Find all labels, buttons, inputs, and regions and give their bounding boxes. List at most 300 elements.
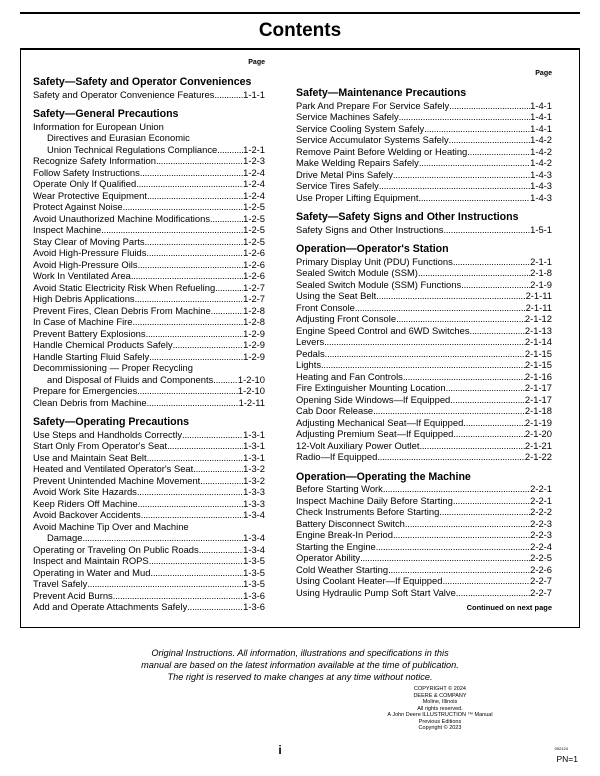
entry-page: 2-1-1 <box>530 255 552 267</box>
toc-entry[interactable] <box>33 498 265 510</box>
dot-leader <box>82 532 243 544</box>
continued-note: Continued on next page <box>466 603 552 612</box>
notice-line: The right is reserved to make changes at any time without notice. <box>167 672 433 682</box>
toc-entry[interactable] <box>296 575 552 587</box>
entry-title: Prevent Unintended Machine Movement <box>33 474 201 486</box>
entry-title: Avoid Static Electricity Risk When Refueling <box>33 281 216 293</box>
entry-page: 2-1-11 <box>525 301 552 313</box>
entry-title: Engine Speed Control and 6WD Switches <box>296 324 470 336</box>
toc-entry[interactable] <box>33 452 265 464</box>
entry-title: Service Machines Safely <box>296 111 399 122</box>
entry-page: 1-5-1 <box>530 223 552 235</box>
entry-title: Using Hydraulic Pump Soft Start Valve <box>296 586 456 598</box>
toc-entry[interactable] <box>33 429 265 441</box>
toc-entry[interactable] <box>33 132 265 144</box>
toc-entry[interactable] <box>33 270 265 282</box>
toc-entry[interactable] <box>33 282 265 294</box>
toc-entry[interactable] <box>33 486 265 498</box>
toc-entry[interactable] <box>296 224 552 236</box>
dot-leader <box>193 463 243 475</box>
dot-leader <box>141 509 243 521</box>
entry-title: Service Accumulator Systems Safely <box>296 134 449 145</box>
copyright-line: Previous Editions <box>418 718 462 725</box>
toc-entry[interactable] <box>33 213 265 225</box>
page-column-label: Page <box>535 70 552 77</box>
toc-entry[interactable] <box>296 382 552 394</box>
dot-leader <box>87 578 243 590</box>
toc-entry[interactable] <box>33 201 265 213</box>
entry-title: Levers <box>296 336 325 347</box>
entry-title: Heating and Fan Controls <box>296 370 403 382</box>
toc-entry[interactable] <box>33 463 265 475</box>
page-column-label: Page <box>248 59 265 66</box>
entry-page: 1-3-4 <box>243 509 265 520</box>
dot-leader <box>146 328 244 340</box>
dot-leader <box>147 397 239 409</box>
entry-page: 2-1-16 <box>524 370 552 382</box>
toc-entry[interactable] <box>33 509 265 521</box>
copyright-line: COPYRIGHT © 2024 <box>414 686 466 692</box>
entry-title: Adjusting Mechanical Seat—If Equipped <box>296 416 464 428</box>
toc-entry[interactable] <box>33 144 265 156</box>
entry-page: 1-3-4 <box>243 543 265 555</box>
toc-entry[interactable] <box>296 483 552 495</box>
dot-leader <box>467 146 530 158</box>
toc-entry[interactable] <box>33 590 265 602</box>
entry-page: 1-3-6 <box>243 589 265 601</box>
entry-page: 2-2-7 <box>530 575 552 586</box>
entry-title: Starting the Engine <box>296 540 376 552</box>
dot-leader <box>200 475 243 487</box>
toc-entry[interactable] <box>33 178 265 190</box>
entry-page: 2-2-1 <box>530 483 552 494</box>
entry-title: In Case of Machine Fire <box>33 316 133 327</box>
entry-page: 1-3-5 <box>243 566 265 578</box>
entry-title: Prepare for Emergencies <box>33 385 138 396</box>
toc-entry[interactable] <box>33 121 265 133</box>
toc-entry[interactable] <box>33 247 265 259</box>
toc-entry[interactable] <box>33 167 265 179</box>
entry-title: Safety Signs and Other Instructions <box>296 223 444 235</box>
entry-page: 2-1-8 <box>530 267 552 278</box>
entry-page: 2-1-19 <box>524 416 552 428</box>
toc-entry[interactable] <box>296 564 552 576</box>
toc-entry[interactable] <box>296 157 552 169</box>
toc-entry[interactable] <box>296 495 552 507</box>
dot-leader <box>379 180 530 192</box>
toc-entry[interactable] <box>33 578 265 590</box>
toc-entry[interactable] <box>296 552 552 564</box>
entry-page: 2-1-21 <box>524 439 552 451</box>
entry-page: 1-2-11 <box>238 396 265 408</box>
toc-entry[interactable] <box>33 155 265 167</box>
dot-leader <box>450 394 525 406</box>
dot-leader <box>123 201 243 213</box>
entry-title: Engine Break-In Period <box>296 529 393 540</box>
toc-entry[interactable] <box>33 339 265 351</box>
dot-leader <box>393 169 530 181</box>
copyright-line: A John Deere ILLUSTRUCTION ™ Manual <box>387 712 493 718</box>
entry-title: Use Proper Lifting Equipment <box>296 191 419 203</box>
dot-leader <box>213 374 238 386</box>
dot-leader <box>388 564 530 576</box>
entry-page: 1-2-5 <box>243 201 265 212</box>
section-title: Operation—Operator's Station <box>296 243 449 255</box>
dot-leader <box>439 506 530 518</box>
copyright-line: Moline, Illinois <box>422 699 458 705</box>
toc-entry[interactable] <box>296 313 552 325</box>
entry-page: 1-4-3 <box>530 191 552 203</box>
toc-entry[interactable] <box>33 521 265 533</box>
entry-page: 2-1-17 <box>524 393 552 405</box>
toc-entry[interactable] <box>296 541 552 553</box>
entry-page: 2-2-3 <box>530 517 552 529</box>
entry-page: 1-3-5 <box>243 555 265 566</box>
section-title: Safety—Safety Signs and Other Instructions <box>296 211 519 223</box>
dot-leader <box>453 428 525 440</box>
entry-page: 1-4-2 <box>530 134 552 145</box>
dot-leader <box>215 282 243 294</box>
entry-title: Safety and Operator Convenience Features <box>33 88 215 100</box>
entry-page: 1-4-2 <box>530 157 552 168</box>
dot-leader <box>133 316 244 328</box>
entry-page: 1-2-5 <box>243 235 265 247</box>
entry-page: 2-1-22 <box>524 451 552 462</box>
entry-title: Use Steps and Handholds Correctly <box>33 428 183 440</box>
entry-title: Recognize Safety Information <box>33 155 156 166</box>
dot-leader <box>131 270 243 282</box>
dot-leader <box>418 192 530 204</box>
page-number: i <box>278 743 282 757</box>
entry-page: 1-2-9 <box>243 350 265 362</box>
entry-page: 2-2-7 <box>530 586 552 598</box>
toc-section <box>33 76 265 100</box>
entry-title: Fire Extinguisher Mounting Location <box>296 382 446 393</box>
toc-entry[interactable] <box>33 544 265 556</box>
dot-leader <box>419 157 530 169</box>
entry-title: Add and Operate Attachments Safely <box>33 601 188 612</box>
section-title: Safety—General Precautions <box>33 108 179 120</box>
dot-leader <box>113 590 243 602</box>
entry-page: 1-2-10 <box>237 373 265 385</box>
toc-entry[interactable] <box>296 123 552 135</box>
entry-title: Wear Protective Equipment <box>33 189 147 201</box>
dot-leader <box>461 279 530 291</box>
dot-leader <box>147 190 243 202</box>
entry-title: Avoid Machine Tip Over and Machine <box>33 520 189 532</box>
dot-leader <box>147 452 244 464</box>
toc-entry[interactable] <box>296 302 552 314</box>
entry-page: 2-2-5 <box>530 552 552 563</box>
dot-leader <box>456 587 530 599</box>
entry-page: 1-4-1 <box>530 99 552 111</box>
entry-page: 1-2-3 <box>243 155 265 166</box>
dot-leader <box>149 351 243 363</box>
dot-leader <box>360 552 530 564</box>
toc-entry[interactable] <box>296 192 552 204</box>
dot-leader <box>214 89 243 101</box>
entry-page: 2-1-11 <box>525 290 552 301</box>
entry-title: Park And Prepare For Service Safely <box>296 99 450 111</box>
entry-page: 1-2-10 <box>237 385 265 396</box>
toc-entry[interactable] <box>33 601 265 613</box>
toc-entry[interactable] <box>33 305 265 317</box>
entry-page: 1-3-1 <box>243 428 265 440</box>
entry-page: 1-3-5 <box>243 578 265 589</box>
dot-leader <box>373 405 525 417</box>
left-column <box>33 57 265 613</box>
entry-title: Remove Paint Before Welding or Heating <box>296 145 468 157</box>
toc-section <box>33 416 265 613</box>
entry-title: Keep Riders Off Machine <box>33 497 138 509</box>
entry-title: Radio—If Equipped <box>296 451 378 462</box>
entry-title: Prevent Acid Burns <box>33 589 113 601</box>
toc-entry[interactable] <box>33 351 265 363</box>
toc-entry[interactable] <box>33 89 265 101</box>
entry-page: 2-2-1 <box>530 494 552 506</box>
dot-leader <box>449 134 530 146</box>
dot-leader <box>138 259 244 271</box>
entry-title: Inspect Machine Daily Before Starting <box>296 494 453 506</box>
toc-entry[interactable] <box>296 336 552 348</box>
entry-title: Avoid High-Pressure Fluids <box>33 247 147 258</box>
page-title: Contents <box>20 12 580 50</box>
toc-entry[interactable] <box>33 316 265 328</box>
dot-leader <box>150 567 243 579</box>
toc-entry[interactable] <box>33 224 265 236</box>
entry-title: Before Starting Work <box>296 483 383 494</box>
toc-entry[interactable] <box>296 180 552 192</box>
entry-title: Clean Debris from Machine <box>33 396 147 408</box>
toc-entry[interactable] <box>296 100 552 112</box>
toc-entry[interactable] <box>296 506 552 518</box>
entry-title: Avoid Unauthorized Machine Modifications <box>33 212 211 224</box>
toc-entry[interactable] <box>33 362 265 374</box>
entry-title: Service Tires Safely <box>296 180 379 191</box>
dot-leader <box>355 302 526 314</box>
dot-leader <box>446 382 525 394</box>
toc-entry[interactable] <box>296 290 552 302</box>
entry-title: Operating in Water and Mud <box>33 566 151 578</box>
entry-page: 2-1-9 <box>530 278 552 290</box>
toc-section <box>296 87 552 203</box>
toc-entry[interactable] <box>296 417 552 429</box>
entry-page: 1-2-8 <box>243 304 265 316</box>
entry-page: 1-2-6 <box>243 270 265 281</box>
entry-page: 2-2-3 <box>530 529 552 540</box>
dot-leader <box>453 495 530 507</box>
toc-entry[interactable] <box>296 451 552 463</box>
entry-title: Sealed Switch Module (SSM) Functions <box>296 278 462 290</box>
dot-leader <box>167 440 243 452</box>
entry-title: Service Cooling System Safely <box>296 122 425 134</box>
dot-leader <box>470 325 525 337</box>
entry-page: 2-1-17 <box>524 382 552 393</box>
dot-leader <box>156 155 243 167</box>
entry-page: 2-1-15 <box>524 347 552 359</box>
toc-entry[interactable] <box>296 279 552 291</box>
dot-leader <box>217 144 243 156</box>
entry-title: Avoid Work Site Hazards <box>33 486 137 497</box>
entry-page: 1-2-7 <box>243 281 265 293</box>
dot-leader <box>396 313 525 325</box>
toc-entry[interactable] <box>296 529 552 541</box>
toc-entry[interactable] <box>33 555 265 567</box>
entry-title: Primary Display Unit (PDU) Functions <box>296 255 453 267</box>
entry-title: Damage <box>47 532 83 543</box>
toc-entry[interactable] <box>296 440 552 452</box>
toc-entry[interactable] <box>296 405 552 417</box>
section-title: Safety—Operating Precautions <box>33 416 190 428</box>
toc-entry[interactable] <box>296 348 552 360</box>
entry-page: 1-3-3 <box>243 497 265 509</box>
dot-leader <box>135 293 243 305</box>
entry-title: Travel Safely <box>33 578 88 589</box>
toc-entry[interactable] <box>33 532 265 544</box>
dot-leader <box>199 544 243 556</box>
toc-entry[interactable] <box>296 256 552 268</box>
entry-title: Union Technical Regulations Compliance <box>47 143 218 155</box>
entry-page: 2-2-6 <box>530 563 552 575</box>
entry-title: Using the Seat Belt <box>296 290 377 301</box>
toc-entry[interactable] <box>33 293 265 305</box>
pn-label: PN=1 <box>556 754 578 764</box>
toc-entry[interactable] <box>33 328 265 340</box>
entry-title: Stay Clear of Moving Parts <box>33 235 145 247</box>
entry-title: Inspect Machine <box>33 224 102 235</box>
entry-title: Operate Only If Qualified <box>33 178 137 189</box>
toc-entry[interactable] <box>33 259 265 271</box>
entry-page: 1-2-5 <box>243 212 265 224</box>
dot-leader <box>138 498 244 510</box>
entry-page: 2-2-4 <box>530 540 552 552</box>
entry-page: 1-2-5 <box>243 224 265 235</box>
dot-leader <box>420 440 525 452</box>
entry-page: 1-2-9 <box>243 339 265 350</box>
entry-title: Make Welding Repairs Safely <box>296 157 419 168</box>
toc-entry[interactable] <box>296 428 552 440</box>
dot-leader <box>393 529 530 541</box>
entry-page: 1-3-1 <box>243 451 265 463</box>
entry-page: 2-1-13 <box>524 324 552 336</box>
entry-page: 1-2-8 <box>243 316 265 327</box>
entry-page: 1-3-6 <box>243 601 265 612</box>
entry-title: Opening Side Windows—If Equipped <box>296 393 451 405</box>
toc-entry[interactable] <box>296 325 552 337</box>
entry-page: 1-2-4 <box>243 189 265 201</box>
toc-entry[interactable] <box>33 440 265 452</box>
entry-title: Adjusting Premium Seat—If Equipped <box>296 428 454 439</box>
dot-leader <box>137 486 243 498</box>
entry-page: 2-1-14 <box>524 336 552 347</box>
entry-title: Avoid Backover Accidents <box>33 509 141 520</box>
dot-leader <box>383 483 530 495</box>
entry-page: 1-4-1 <box>530 122 552 134</box>
dot-leader <box>377 451 525 463</box>
dot-leader <box>182 429 243 441</box>
toc-entry[interactable] <box>296 518 552 530</box>
entry-title: Front Console <box>296 301 355 313</box>
entry-page: 2-1-12 <box>524 313 552 324</box>
revision-code: 092124 <box>554 746 568 751</box>
entry-title: Follow Safety Instructions <box>33 166 140 178</box>
entry-page: 1-2-4 <box>243 178 265 189</box>
toc-entry[interactable] <box>296 587 552 599</box>
entry-page: 1-2-9 <box>243 327 265 339</box>
entry-page: 1-3-2 <box>243 463 265 474</box>
toc-entry[interactable] <box>296 134 552 146</box>
dot-leader <box>399 111 530 123</box>
entry-page: 1-2-1 <box>243 143 265 155</box>
section-title: Safety—Maintenance Precautions <box>296 87 467 99</box>
toc-entry[interactable] <box>296 146 552 158</box>
notice-line: Original Instructions. All information, illustrations and specifications in this <box>151 648 449 658</box>
right-column <box>296 68 552 598</box>
entry-page: 1-2-6 <box>243 258 265 270</box>
toc-entry[interactable] <box>296 371 552 383</box>
entry-page: 2-2-2 <box>530 506 552 517</box>
dot-leader <box>443 224 530 236</box>
toc-entry[interactable] <box>296 394 552 406</box>
entry-page: 2-1-18 <box>524 405 552 416</box>
toc-entry[interactable] <box>296 359 552 371</box>
entry-title: Handle Chemical Products Safely <box>33 339 173 350</box>
dot-leader <box>101 224 243 236</box>
dot-leader <box>173 339 243 351</box>
toc-entry[interactable] <box>33 475 265 487</box>
section-title: Operation—Operating the Machine <box>296 470 471 483</box>
entry-title: Handle Starting Fluid Safely <box>33 350 150 362</box>
dot-leader <box>405 518 530 530</box>
toc-section <box>296 211 552 235</box>
entry-title: Using Coolant Heater—If Equipped <box>296 575 443 586</box>
toc-entry[interactable] <box>33 374 265 386</box>
toc-entry[interactable] <box>33 567 265 579</box>
copyright-line: DEERE & COMPANY <box>413 692 467 699</box>
toc-section <box>296 471 552 599</box>
entry-title: Decommissioning — Proper Recycling <box>33 362 193 373</box>
entry-page: 1-3-2 <box>243 474 265 486</box>
section-title: Safety—Safety and Operator Conveniences <box>33 76 252 88</box>
toc-entry[interactable] <box>33 190 265 202</box>
toc-entry[interactable] <box>296 111 552 123</box>
entry-page: 1-2-6 <box>243 247 265 258</box>
toc-entry[interactable] <box>33 236 265 248</box>
toc-entry[interactable] <box>296 169 552 181</box>
entry-title: Lights <box>296 359 322 370</box>
dot-leader <box>211 305 243 317</box>
toc-entry[interactable] <box>33 385 265 397</box>
dot-leader <box>453 256 530 268</box>
notice-line: manual are based on the latest information available at the time of publication. <box>141 660 459 670</box>
toc-entry[interactable] <box>33 397 265 409</box>
dot-leader <box>136 178 243 190</box>
dot-leader <box>321 359 525 371</box>
entry-title: Inspect and Maintain ROPS <box>33 555 149 566</box>
toc-section <box>296 243 552 463</box>
toc-entry[interactable] <box>296 267 552 279</box>
copyright-line: All rights reserved. <box>417 705 463 712</box>
entry-title: Operating or Traveling On Public Roads <box>33 543 199 555</box>
entry-title: Adjusting Front Console <box>296 313 397 324</box>
copyright-line: Copyright © 2023 <box>418 725 462 731</box>
dot-leader <box>140 167 243 179</box>
entry-title: Sealed Switch Module (SSM) <box>296 267 418 278</box>
entry-page: 1-4-3 <box>530 168 552 180</box>
entry-title: Prevent Battery Explosions <box>33 327 146 339</box>
dot-leader <box>403 371 525 383</box>
dot-leader <box>210 213 243 225</box>
